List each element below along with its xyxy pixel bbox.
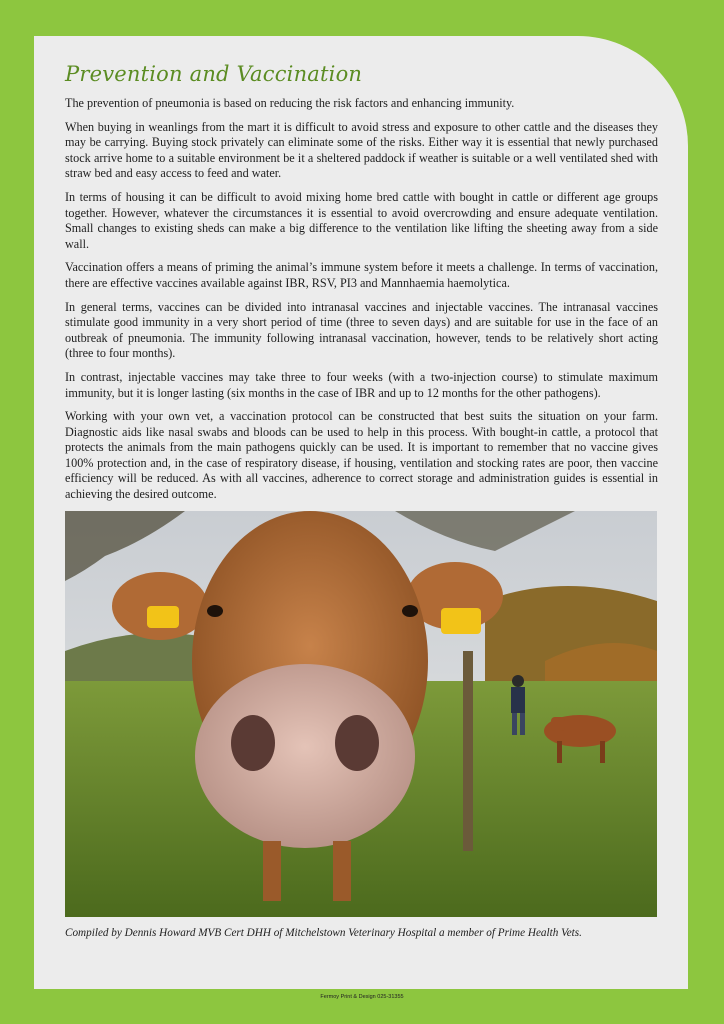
paragraph-protocol: Working with your own vet, a vaccination protocol can be constructed that best suits the situation on your farm. Diagnostic aids like nasal swabs and bloods can be used to help in this process. With bought-in cattle, a protocol that protects the animals from the main pathogens quickly can be used. It is important to remember that no vaccine gives 100% protection and, in the case of respiratory disease, if housing, ventilation and stocking rates are poor, then vaccine efficiency will be reduced. As with all vaccines, adherence to correct storage and administration guides is essential in achieving the desired outcome. [65, 409, 658, 502]
content-panel [34, 36, 688, 989]
paragraph-intro: The prevention of pneumonia is based on reducing the risk factors and enhancing immunity. [65, 96, 515, 110]
paragraph-vaccine-types: In general terms, vaccines can be divided into intranasal vaccines and injectable vaccines. The intranasal vaccines stimulate good immunity in a very short period of time (three to seven days) and are suitable for use in the face of an outbreak of pneumonia. The immunity following intranasal vaccination, however, tends to be relatively short acting (three to four months). [65, 299, 658, 361]
cow-photo [65, 511, 657, 917]
paragraph-buying: When buying in weanlings from the mart it is difficult to avoid stress and exposure to other cattle and the diseases they may be carrying. Buying stock privately can eliminate some of the risks. Either way it is essential that newly purchased stock arrive home to a suitable environment be it a sheltered paddock if weather is suitable or a well ventilated shed with straw bed and easy access to feed and water. [65, 119, 658, 181]
page-title: Prevention and Vaccination [65, 62, 363, 86]
paragraph-housing: In terms of housing it can be difficult to avoid mixing home bred cattle with bought in cattle or different age groups together. However, whatever the circumstances it is essential to avoid overcrowding and ensure adequate ventilation. Small changes to existing sheds can make a big difference to the ventilation like lifting the sheeting away from a side wall. [65, 189, 658, 251]
photo-caption: Compiled by Dennis Howard MVB Cert DHH of Mitchelstown Veterinary Hospital a member of Prime Health Vets. [65, 926, 582, 939]
paragraph-injectable: In contrast, injectable vaccines may take three to four weeks (with a two-injection course) to stimulate maximum immunity, but it is longer lasting (six months in the case of IBR and up to 12 months for the other pathogens). [65, 369, 658, 400]
printer-credit: Fermoy Print & Design 025-31355 [320, 994, 404, 1000]
paragraph-vaccination: Vaccination offers a means of priming the animal’s immune system before it meets a challenge. In terms of vaccination, there are effective vaccines available against IBR, RSV, PI3 and Mannhaemia haemolytica. [65, 260, 658, 290]
